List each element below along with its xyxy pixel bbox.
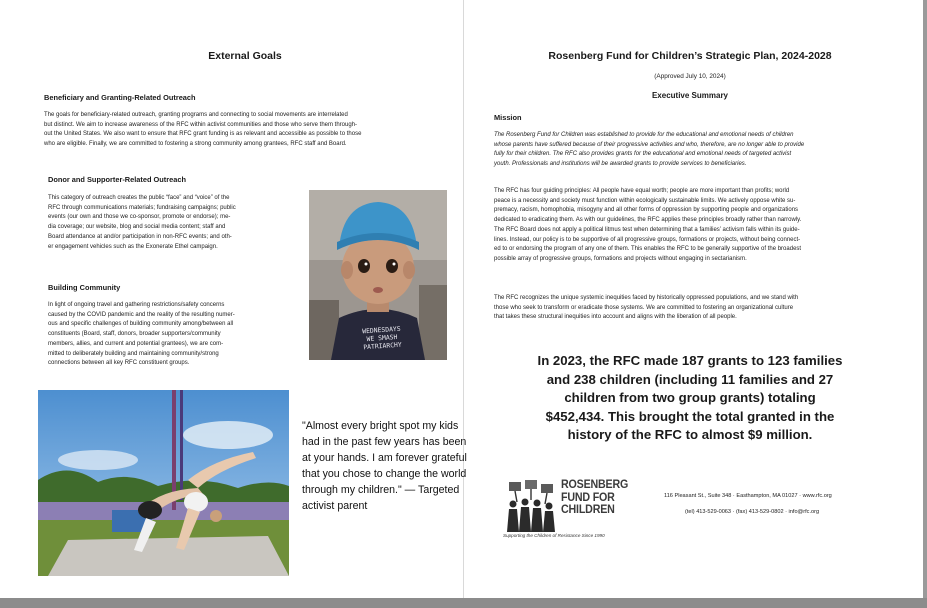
rfc-logo	[503, 478, 631, 544]
external-goals-title: External Goals	[208, 50, 282, 62]
contact-phone-line: (tel) 413-529-0063 · (fax) 413-529-0802 · info@rfc.org	[685, 509, 820, 515]
viewer-edge	[923, 0, 927, 598]
executive-summary-heading: Executive Summary	[651, 91, 729, 100]
beneficiary-outreach-heading: Beneficiary and Granting-Related Outreach	[44, 93, 196, 102]
mission-text: The Rosenberg Fund for Children was established to provide for the educational and emotional needs of children whose parents have suffered because of their progressive activities and who, therefore, are no longer able to provide fully for their children. The RFC also provides grants for the educational and emotional needs of targeted activist youth. Professionals and institutions will be awarded grants to provide services to beneficiaries.	[494, 132, 805, 168]
building-community-heading: Building Community	[48, 283, 121, 292]
approved-date: (Approved July 10, 2024)	[654, 73, 726, 80]
dancers-photo	[38, 390, 289, 576]
logo-people-icon	[503, 480, 559, 532]
dancers-photo-illustration	[38, 390, 289, 576]
strategic-plan-title: Rosenberg Fund for Children’s Strategic Plan, 2024-2028	[548, 50, 832, 62]
systemic-inequities-text: The RFC recognizes the unique systemic inequities faced by historically oppressed populations, and we stand with those who seek to transform or eradicate those systems. We are committed to fostering an organizational culture that takes these structural inequities into account and aligns with the liberation of all people.	[494, 295, 799, 321]
beneficiary-outreach-text: The goals for beneficiary-related outreach, granting programs and connecting to social movements are interrelated but distinct. We aim to increase awareness of the RFC within activist communities and those who serve them through- out the United States. We also want to ensure that RFC grant funding is as relevant and accessible as possible to those who are eligible. Finally, we are committed to fostering a strong community among grantees, RFC staff and Board.	[44, 112, 362, 148]
logo-wordmark: ROSENBERG FUND FOR CHILDREN	[561, 477, 629, 517]
mission-heading: Mission	[494, 113, 522, 122]
testimonial-quote: "Almost every bright spot my kids had in the past few years has been at your hands. I am forever grateful that you chose to change the world through my children." — Targeted activist parent	[302, 420, 467, 512]
logo-tagline: Supporting the Children of Resistance Since 1990	[503, 533, 605, 538]
grants-highlight: In 2023, the RFC made 187 grants to 123 families and 238 children (including 11 families and 27 children from two group grants) totaling $452,434. This brought the total granted in the history of the RFC to almost $9 million.	[537, 353, 843, 443]
viewer-bottom-bar	[0, 598, 927, 608]
contact-address-line: 116 Pleasant St., Suite 348 · Easthampton, MA 01027 · www.rfc.org	[664, 493, 832, 499]
child-photo	[309, 190, 447, 360]
building-community-text: In light of ongoing travel and gathering restrictions/safety concerns caused by the COVID pandemic and the reality of the resulting numer- ous and specific challenges of building community among/between all constituents (Board, staff, donors, broader supporters/community members, allies, and current and potential grantees), we are com- mitted to deliberately building and maintaining community/strong connections between all key RFC constituent groups.	[48, 302, 235, 367]
child-shirt-text: WEDNESDAYS WE SMASH PATRIARCHY	[361, 324, 403, 352]
donor-outreach-text: This category of outreach creates the public “face” and “voice” of the RFC through communications materials; fundraising campaigns; public events (our own and those we co-sponsor, promote or endorse); me- dia coverage; our website, blog and social media content; staff and Board attendance at and/or participation in non-RFC events; and oth- er engagement vehicles such as the Exonerate Ethel campaign.	[48, 195, 236, 250]
guiding-principles-text: The RFC has four guiding principles: All people have equal worth; people are more important than profits; world peace is a necessity and society must function within ecologically sustainable limits. We actively oppose white su- premacy, racism, homophobia, misogyny and all other forms of oppression by supporting people and organizations dedicated to eradicating them. As with our guidelines, the RFC applies these principles broadly rather than narrowly. The RFC Board does not apply a political litmus test when determining that a families’ activism falls within its guide- lines. Instead, our policy is to be supportive of all progressive groups, formations or projects, without being connect- ed to or endorsing the program of any one of them. This enables the RFC to be generally supportive of the broadest possible array of progressive groups, formations and projects without engaging in sectarianism.	[494, 188, 802, 262]
donor-outreach-heading: Donor and Supporter-Related Outreach	[48, 175, 186, 184]
